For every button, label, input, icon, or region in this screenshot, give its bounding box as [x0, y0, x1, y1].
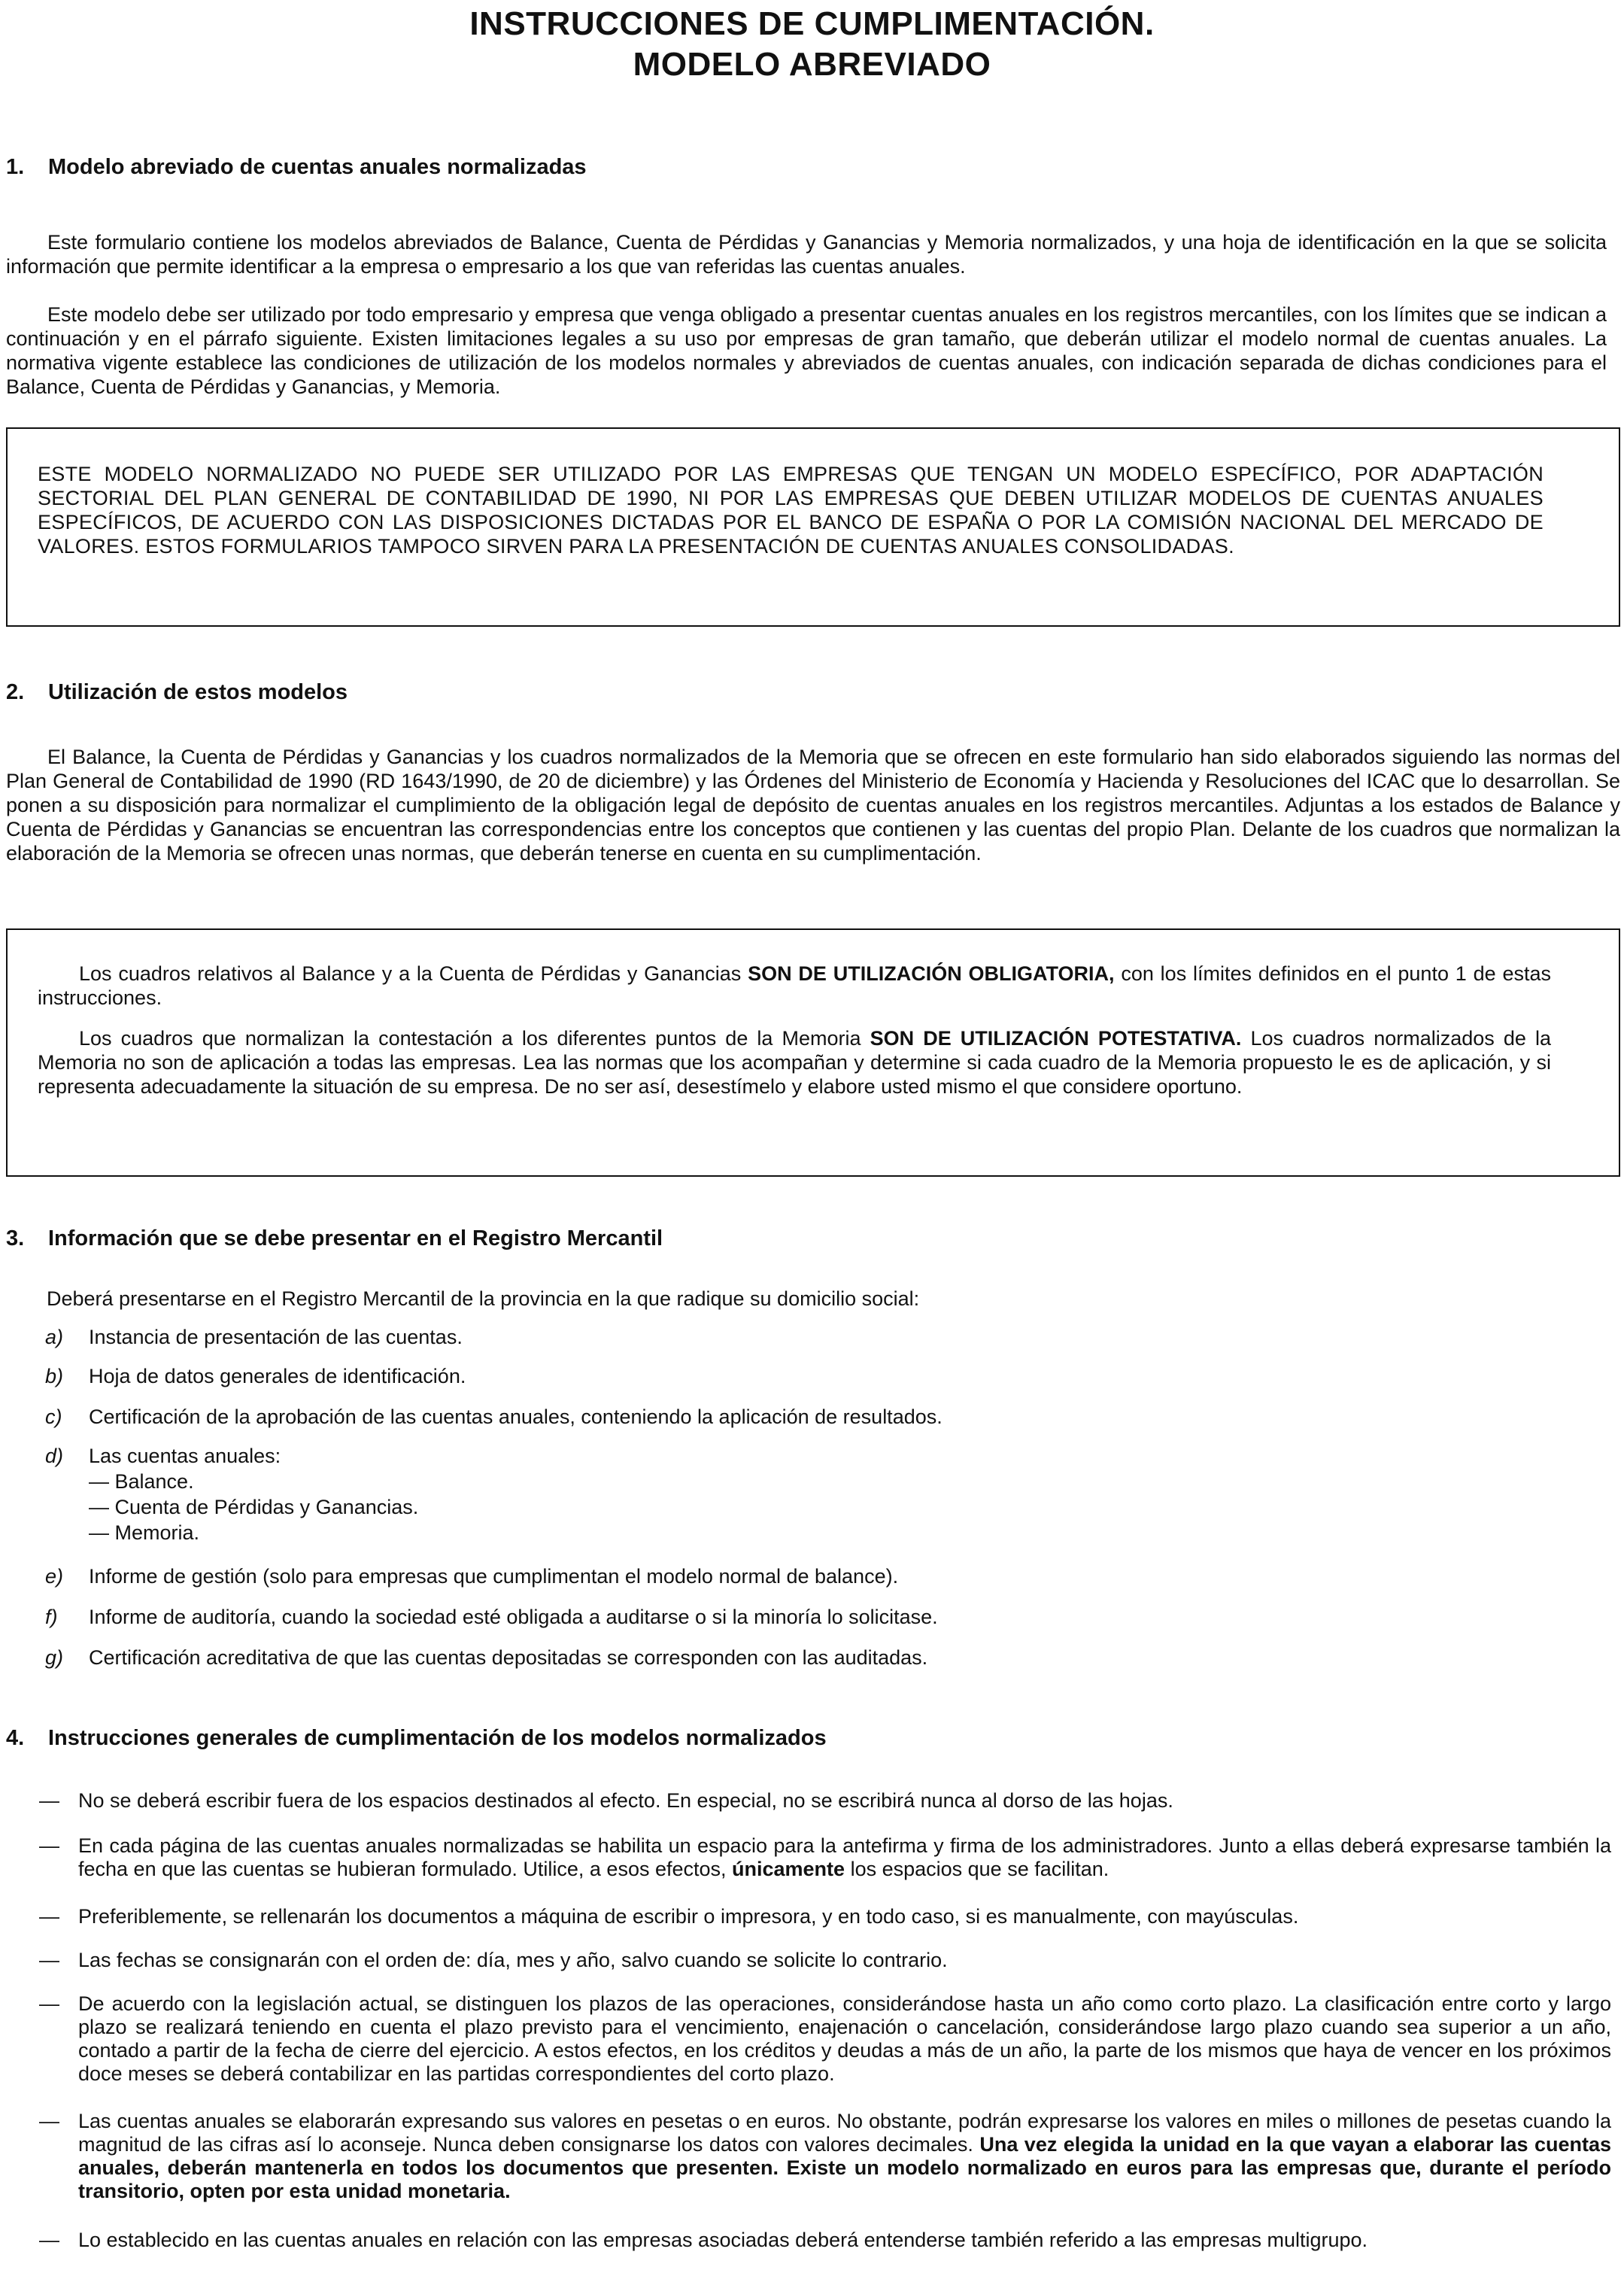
section-3-heading — [6, 1225, 663, 1252]
instruction-item — [39, 1905, 1611, 1928]
list-text: Certificación acreditativa de que las cuentas depositadas se corresponden con las auditadas. — [89, 1646, 928, 1669]
section-1-paragraph-1: Este formulario contiene los modelos abreviados de Balance, Cuenta de Pérdidas y Ganancias y Memoria normalizados, y una hoja de identificación en la que se solicita información que permite identificar a la empresa o empresario a los que van referidas las cuentas anuales. — [6, 231, 1607, 278]
section-title: Modelo abreviado de cuentas anuales normalizadas — [48, 155, 587, 179]
emphasis-optional: SON DE UTILIZACIÓN POTESTATIVA. — [870, 1027, 1242, 1050]
list-letter: g) — [45, 1646, 64, 1669]
dash-marker: — — [39, 1789, 59, 1812]
section-number: 4. — [6, 1726, 25, 1750]
instruction-text: Las fechas se consignarán con el orden de: día, mes y año, salvo cuando se solicite lo contrario. — [78, 1949, 948, 1971]
section-title: Información que se debe presentar en el Registro Mercantil — [48, 1226, 663, 1250]
instruction-text: Preferiblemente, se rellenarán los documentos a máquina de escribir o impresora, y en todo caso, si es manualmente, con mayúsculas. — [78, 1905, 1299, 1928]
list-letter: b) — [45, 1365, 64, 1387]
section-title: Instrucciones generales de cumplimentación de los modelos normalizados — [48, 1726, 827, 1750]
instruction-item — [39, 1992, 1611, 2086]
list-letter: e) — [45, 1565, 64, 1588]
list-text: Las cuentas anuales: — [89, 1445, 281, 1467]
list-item — [45, 1363, 466, 1389]
list-item — [45, 1404, 943, 1430]
instruction-text: De acuerdo con la legislación actual, se distinguen los plazos de las operaciones, considerándose hasta un año como corto plazo. La clasificación entre corto y largo plazo se realizará teniendo en cuenta el plazo previsto para el vencimiento, enajenación o cancelación, considerándose largo plazo cuando sea superior a un año, contado a partir de la fecha de cierre del ejercicio. A estos efectos, en los créditos y deudas a más de un año, la parte de los mismos que haya de vencer en los próximos doce meses se deberá contabilizar en las partidas correspondientes del corto plazo. — [78, 1992, 1611, 2085]
instruction-text — [78, 1834, 1611, 1881]
section-number: 2. — [6, 680, 25, 704]
dash-marker: — — [39, 2229, 59, 2251]
instruction-item — [39, 2110, 1611, 2203]
notice-box-2-paragraph-2 — [38, 1026, 1551, 1099]
list-letter: a) — [45, 1326, 64, 1348]
dash-marker: — — [39, 1949, 59, 1971]
section-number: 3. — [6, 1226, 25, 1250]
section-1-paragraph-2: Este modelo debe ser utilizado por todo empresario y empresa que venga obligado a presentar cuentas anuales en los registros mercantiles, con los límites que se indican a continuación y en el párrafo siguiente. Existen limitaciones legales a su uso por empresas de gran tamaño, que deberán utilizar el modelo normal de cuentas anuales. La normativa vigente establece las condiciones de utilización de los modelos normales y abreviados de cuentas anuales, con indicación separada de dichas condiciones para el Balance, Cuenta de Pérdidas y Ganancias, y Memoria. — [6, 303, 1607, 398]
list-item — [45, 1604, 938, 1630]
section-1-heading — [6, 153, 587, 181]
section-2-paragraph-1: El Balance, la Cuenta de Pérdidas y Ganancias y los cuadros normalizados de la Memoria que se ofrecen en este formulario han sido elaborados siguiendo las normas del Plan General de Contabilidad de 1990 (RD 1643/1990, de 20 de diciembre) y las Órdenes del Ministerio de Economía y Hacienda y Resoluciones del ICAC que lo desarrollan. Se ponen a su disposición para normalizar el cumplimiento de la obligación legal de depósito de cuentas anuales en los registros mercantiles. Adjuntas a los estados de Balance y Cuenta de Pérdidas y Ganancias se encuentran las correspondencias entre los conceptos que contienen y las cuentas del propio Plan. Delante de los cuadros que normalizan la elaboración de la Memoria se ofrecen unas normas, que deberán tenerse en cuenta en su cumplimentación. — [6, 746, 1620, 865]
dash-marker: — — [39, 1992, 59, 2015]
emphasis-mandatory: SON DE UTILIZACIÓN OBLIGATORIA, — [748, 962, 1115, 985]
page-title-line1: INSTRUCCIONES DE CUMPLIMENTACIÓN. — [469, 5, 1155, 42]
text-run: los espacios que se facilitan. — [845, 1858, 1109, 1880]
list-item — [45, 1324, 463, 1350]
page-title-line2: MODELO ABREVIADO — [633, 46, 991, 83]
text-run: Las cuentas anuales se elaborarán expresando sus valores en pesetas o en euros. No obstante, podrán expresarse los valores en miles o millones de pesetas cuando la magnitud de las cifras así lo aconseje. Nunca deben consignarse los datos con valores decimales. — [78, 2110, 1611, 2156]
section-title: Utilización de estos modelos — [48, 680, 348, 704]
list-item — [45, 1563, 898, 1589]
list-text: Instancia de presentación de las cuentas. — [89, 1326, 463, 1348]
text-run: En cada página de las cuentas anuales normalizadas se habilita un espacio para la antefirma y firma de los administradores. Junto a ellas deberá expresarse también la fecha en que las cuentas se hubieran formulado. Utilice, a esos efectos, — [78, 1834, 1611, 1880]
emphasis: Una vez elegida la unidad en la que vayan a elaborar las cuentas anuales, deberán mantenerla en todos los documentos que presenten. Existe un modelo normalizado en euros para las empresas que, durante el período transitorio, opten por esta unidad monetaria. — [78, 2133, 1612, 2202]
instruction-item — [39, 1834, 1611, 1881]
text-run: Los cuadros que normalizan la contestación a los diferentes puntos de la Memoria — [79, 1027, 870, 1050]
list-text: Informe de auditoría, cuando la sociedad esté obligada a auditarse o si la minoría lo solicitase. — [89, 1606, 938, 1628]
dash-marker: — — [39, 2110, 59, 2132]
instruction-text: No se deberá escribir fuera de los espacios destinados al efecto. En especial, no se escribirá nunca al dorso de las hojas. — [78, 1789, 1173, 1812]
section-3-intro: Deberá presentarse en el Registro Mercantil de la provincia en la que radique su domicilio social: — [47, 1287, 920, 1310]
list-letter: c) — [45, 1405, 62, 1428]
instruction-text — [78, 2110, 1611, 2203]
list-text: Informe de gestión (solo para empresas que cumplimentan el modelo normal de balance). — [89, 1565, 899, 1588]
sub-list-item: — Balance. — [89, 1470, 194, 1493]
instruction-item — [39, 1949, 1611, 1972]
text-run: con los límites definidos en el punto 1 de estas instrucciones. — [38, 962, 1551, 1009]
instruction-item — [39, 1789, 1611, 1813]
list-text: Hoja de datos generales de identificación. — [89, 1365, 466, 1387]
emphasis: únicamente — [732, 1858, 845, 1880]
sub-list-item: — Memoria. — [89, 1521, 200, 1544]
text-run: Los cuadros normalizados de la Memoria no son de aplicación a todas las empresas. Lea las normas que los acompañan y determine si cada cuadro de la Memoria propuesto le es de aplicación, y si representa adecuadamente la situación de su empresa. De no ser así, desestímelo y elabore usted mismo el que considere oportuno. — [38, 1027, 1551, 1098]
section-2-heading — [6, 679, 348, 706]
sub-list-item: — Cuenta de Pérdidas y Ganancias. — [89, 1496, 419, 1518]
notice-box-2-paragraph-1 — [38, 962, 1551, 1010]
instruction-item — [39, 2229, 1611, 2252]
notice-box-1-text: ESTE MODELO NORMALIZADO NO PUEDE SER UTILIZADO POR LAS EMPRESAS QUE TENGAN UN MODELO ESPECÍFICO, POR ADAPTACIÓN SECTORIAL DEL PLAN GENERAL DE CONTABILIDAD DE 1990, NI POR LAS EMPRESAS QUE DEBEN UTILIZAR MODELOS DE CUENTAS ANUALES ESPECÍFICOS, DE ACUERDO CON LAS DISPOSICIONES DICTADAS POR EL BANCO DE ESPAÑA O POR LA COMISIÓN NACIONAL DEL MERCADO DE VALORES. ESTOS FORMULARIOS TAMPOCO SIRVEN PARA LA PRESENTACIÓN DE CUENTAS ANUALES CONSOLIDADAS. — [38, 463, 1544, 558]
notice-box-2 — [6, 928, 1620, 1177]
dash-marker: — — [39, 1905, 59, 1928]
text-run: Los cuadros relativos al Balance y a la Cuenta de Pérdidas y Ganancias — [79, 962, 748, 985]
section-number: 1. — [6, 155, 25, 179]
list-item — [45, 1645, 927, 1670]
list-item — [45, 1443, 281, 1469]
section-4-heading — [6, 1725, 827, 1752]
dash-marker: — — [39, 1834, 59, 1857]
notice-box-1 — [6, 427, 1620, 627]
list-text: Certificación de la aprobación de las cuentas anuales, conteniendo la aplicación de resultados. — [89, 1405, 943, 1428]
instruction-text: Lo establecido en las cuentas anuales en relación con las empresas asociadas deberá entenderse también referido a las empresas multigrupo. — [78, 2229, 1368, 2251]
list-letter: f) — [45, 1606, 58, 1628]
list-letter: d) — [45, 1445, 64, 1467]
